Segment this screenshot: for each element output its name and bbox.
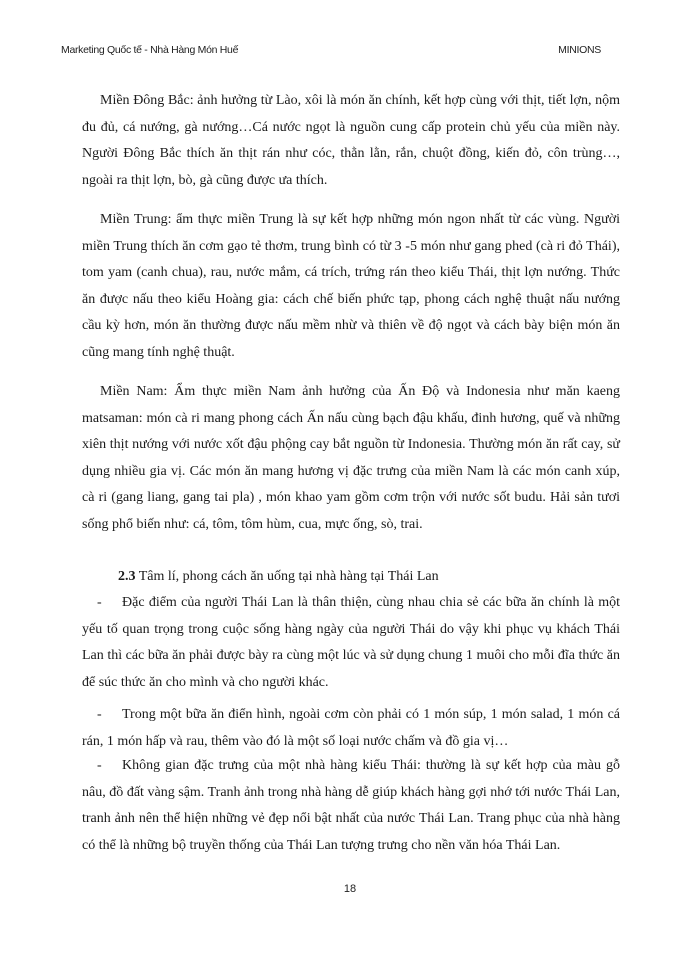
- list-item: [82, 753, 620, 859]
- paragraph-northeast: [82, 88, 620, 194]
- header-title: Marketing Quốc tế - Nhà Hàng Món Huế: [61, 44, 239, 56]
- paragraph-text: Miền Đông Bắc: ảnh hưởng từ Lào, xôi là món ăn chính, kết hợp cùng với thịt, tiết lợn, nộm đu đủ, cá nướng, gà nướng…Cá nước ngọt là nguồn cung cấp protein chủ yếu của miền này. Người Đông Bắc thích ăn thịt rán như cóc, thằn lằn, rắn, chuột đồng, kiến đỏ, côn trùng…, ngoài ra thịt lợn, bò, gà cũng được ưa thích.: [82, 93, 620, 188]
- paragraph-south: [82, 379, 620, 539]
- dash-bullet-icon: -: [97, 595, 102, 610]
- dash-bullet-icon: -: [97, 707, 102, 722]
- list-item: [82, 702, 620, 755]
- section-heading: [118, 564, 439, 590]
- page-header: [61, 44, 601, 64]
- paragraph-central: [82, 207, 620, 367]
- dash-bullet-icon: -: [97, 758, 102, 773]
- header-group-name: MINIONS: [558, 44, 601, 56]
- list-item-text: Trong một bữa ăn điển hình, ngoài cơm còn phải có 1 món súp, 1 món salad, 1 món cá rán, 1 món hấp và rau, thêm vào đó là một số loại nước chấm và đồ gia vị…: [82, 707, 620, 749]
- section-number: 2.3: [118, 569, 136, 584]
- page-number: 18: [343, 883, 357, 895]
- section-title: Tâm lí, phong cách ăn uống tại nhà hàng tại Thái Lan: [135, 569, 439, 584]
- list-item-text: Đặc điểm của người Thái Lan là thân thiện, cùng nhau chia sẻ các bữa ăn chính là một yếu tố quan trọng trong cuộc sống hàng ngày của người Thái do vậy khi phục vụ khách Thái Lan thì các bữa ăn phải được bày ra cùng một lúc và sử dụng chung 1 muôi cho mỗi đĩa thức ăn để súc thức ăn cho mình và cho người khác.: [82, 595, 620, 690]
- paragraph-text: Miền Nam: Ẩm thực miền Nam ảnh hưởng của Ấn Độ và Indonesia như măn kaeng matsaman: món cà ri mang phong cách Ấn nấu cùng bạch đậu khấu, đinh hương, quế và những xiên thịt nướng với nước xốt đậu phộng cay bắt nguồn từ Indonesia. Thường món ăn rất cay, sử dụng nhiều gia vị. Các món ăn mang hương vị đặc trưng của miền Nam là các món canh xúp, cà ri (gang liang, gang tai pla) , món khao yam gồm cơm trộn với nước sốt budu. Hải sản tươi sống phổ biến như: cá, tôm, tôm hùm, cua, mực ống, sò, trai.: [82, 384, 620, 532]
- list-item: [82, 590, 620, 696]
- list-item-text: Không gian đặc trưng của một nhà hàng kiểu Thái: thường là sự kết hợp của màu gỗ nâu, đồ đất vàng sậm. Tranh ảnh trong nhà hàng dễ giúp khách hàng gợi nhớ tới nước Thái Lan, tranh ảnh nên thể hiện những vẻ đẹp nổi bật nhất của nước Thái Lan. Trang phục của nhà hàng có thể là những bộ truyền thống của Thái Lan tượng trưng cho nền văn hóa Thái Lan.: [82, 758, 620, 853]
- paragraph-text: Miền Trung: ẩm thực miền Trung là sự kết hợp những món ngon nhất từ các vùng. Người miền Trung thích ăn cơm gạo tẻ thơm, trung bình có từ 3 -5 món như gang phed (cà ri đỏ Thái), tom yam (canh chua), rau, nước mắm, cá trích, trứng rán theo kiểu Thái, thịt lợn nướng. Thức ăn được nấu theo kiểu Hoàng gia: cách chế biến phức tạp, phong cách nghệ thuật nấu nướng cầu kỳ hơn, món ăn thường được nấu mềm nhừ và thiên về độ ngọt và cách bày biện món ăn cũng mang tính nghệ thuật.: [82, 212, 620, 360]
